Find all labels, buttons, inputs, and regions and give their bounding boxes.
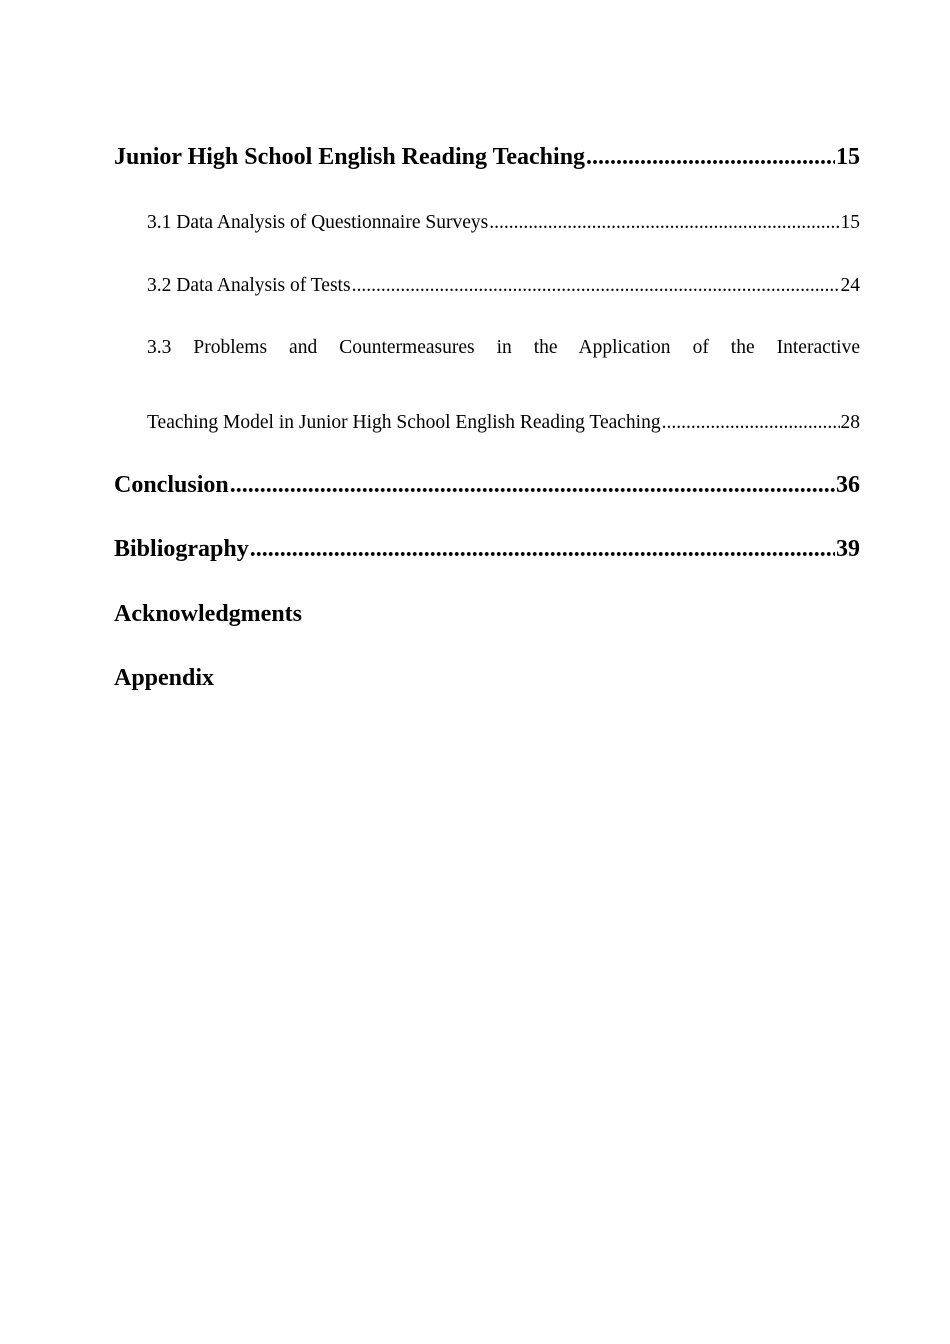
toc-entry-label: 3.2 Data Analysis of Tests [147, 275, 351, 296]
toc-entry-section-3-3[interactable] [147, 412, 860, 434]
toc-entry-label: Junior High School English Reading Teaching [114, 144, 586, 170]
toc-entry-section-3-2[interactable] [147, 275, 860, 297]
dot-leader [250, 536, 835, 563]
dot-leader [352, 275, 840, 297]
dot-leader [230, 472, 835, 499]
toc-entry-page: 24 [840, 275, 860, 296]
toc-entry-page: 15 [836, 144, 860, 170]
toc-entry-label: Teaching Model in Junior High School English Reading Teaching [147, 412, 661, 433]
toc-entry-page: 39 [836, 536, 860, 562]
toc-entry-label: Bibliography [114, 536, 249, 562]
dot-leader [586, 144, 835, 171]
toc-entry-chapter-3[interactable] [114, 144, 860, 171]
toc-entry-page: 28 [840, 412, 860, 433]
toc-entry-section-3-3-line1[interactable]: 3.3 Problems and Countermeasures in the Application of the Interactive [147, 337, 860, 358]
toc-entry-label: Conclusion [114, 472, 229, 498]
toc-entry-appendix[interactable]: Appendix [114, 665, 215, 691]
toc-entry-page: 36 [836, 472, 860, 498]
toc-entry-conclusion[interactable] [114, 472, 860, 499]
toc-entry-label: 3.1 Data Analysis of Questionnaire Surveys [147, 212, 489, 233]
dot-leader [489, 212, 839, 234]
toc-entry-page: 15 [840, 212, 860, 233]
toc-entry-bibliography[interactable] [114, 536, 860, 563]
dot-leader [662, 412, 840, 434]
toc-entry-section-3-1[interactable] [147, 212, 860, 234]
toc-entry-acknowledgments[interactable]: Acknowledgments [114, 601, 303, 627]
